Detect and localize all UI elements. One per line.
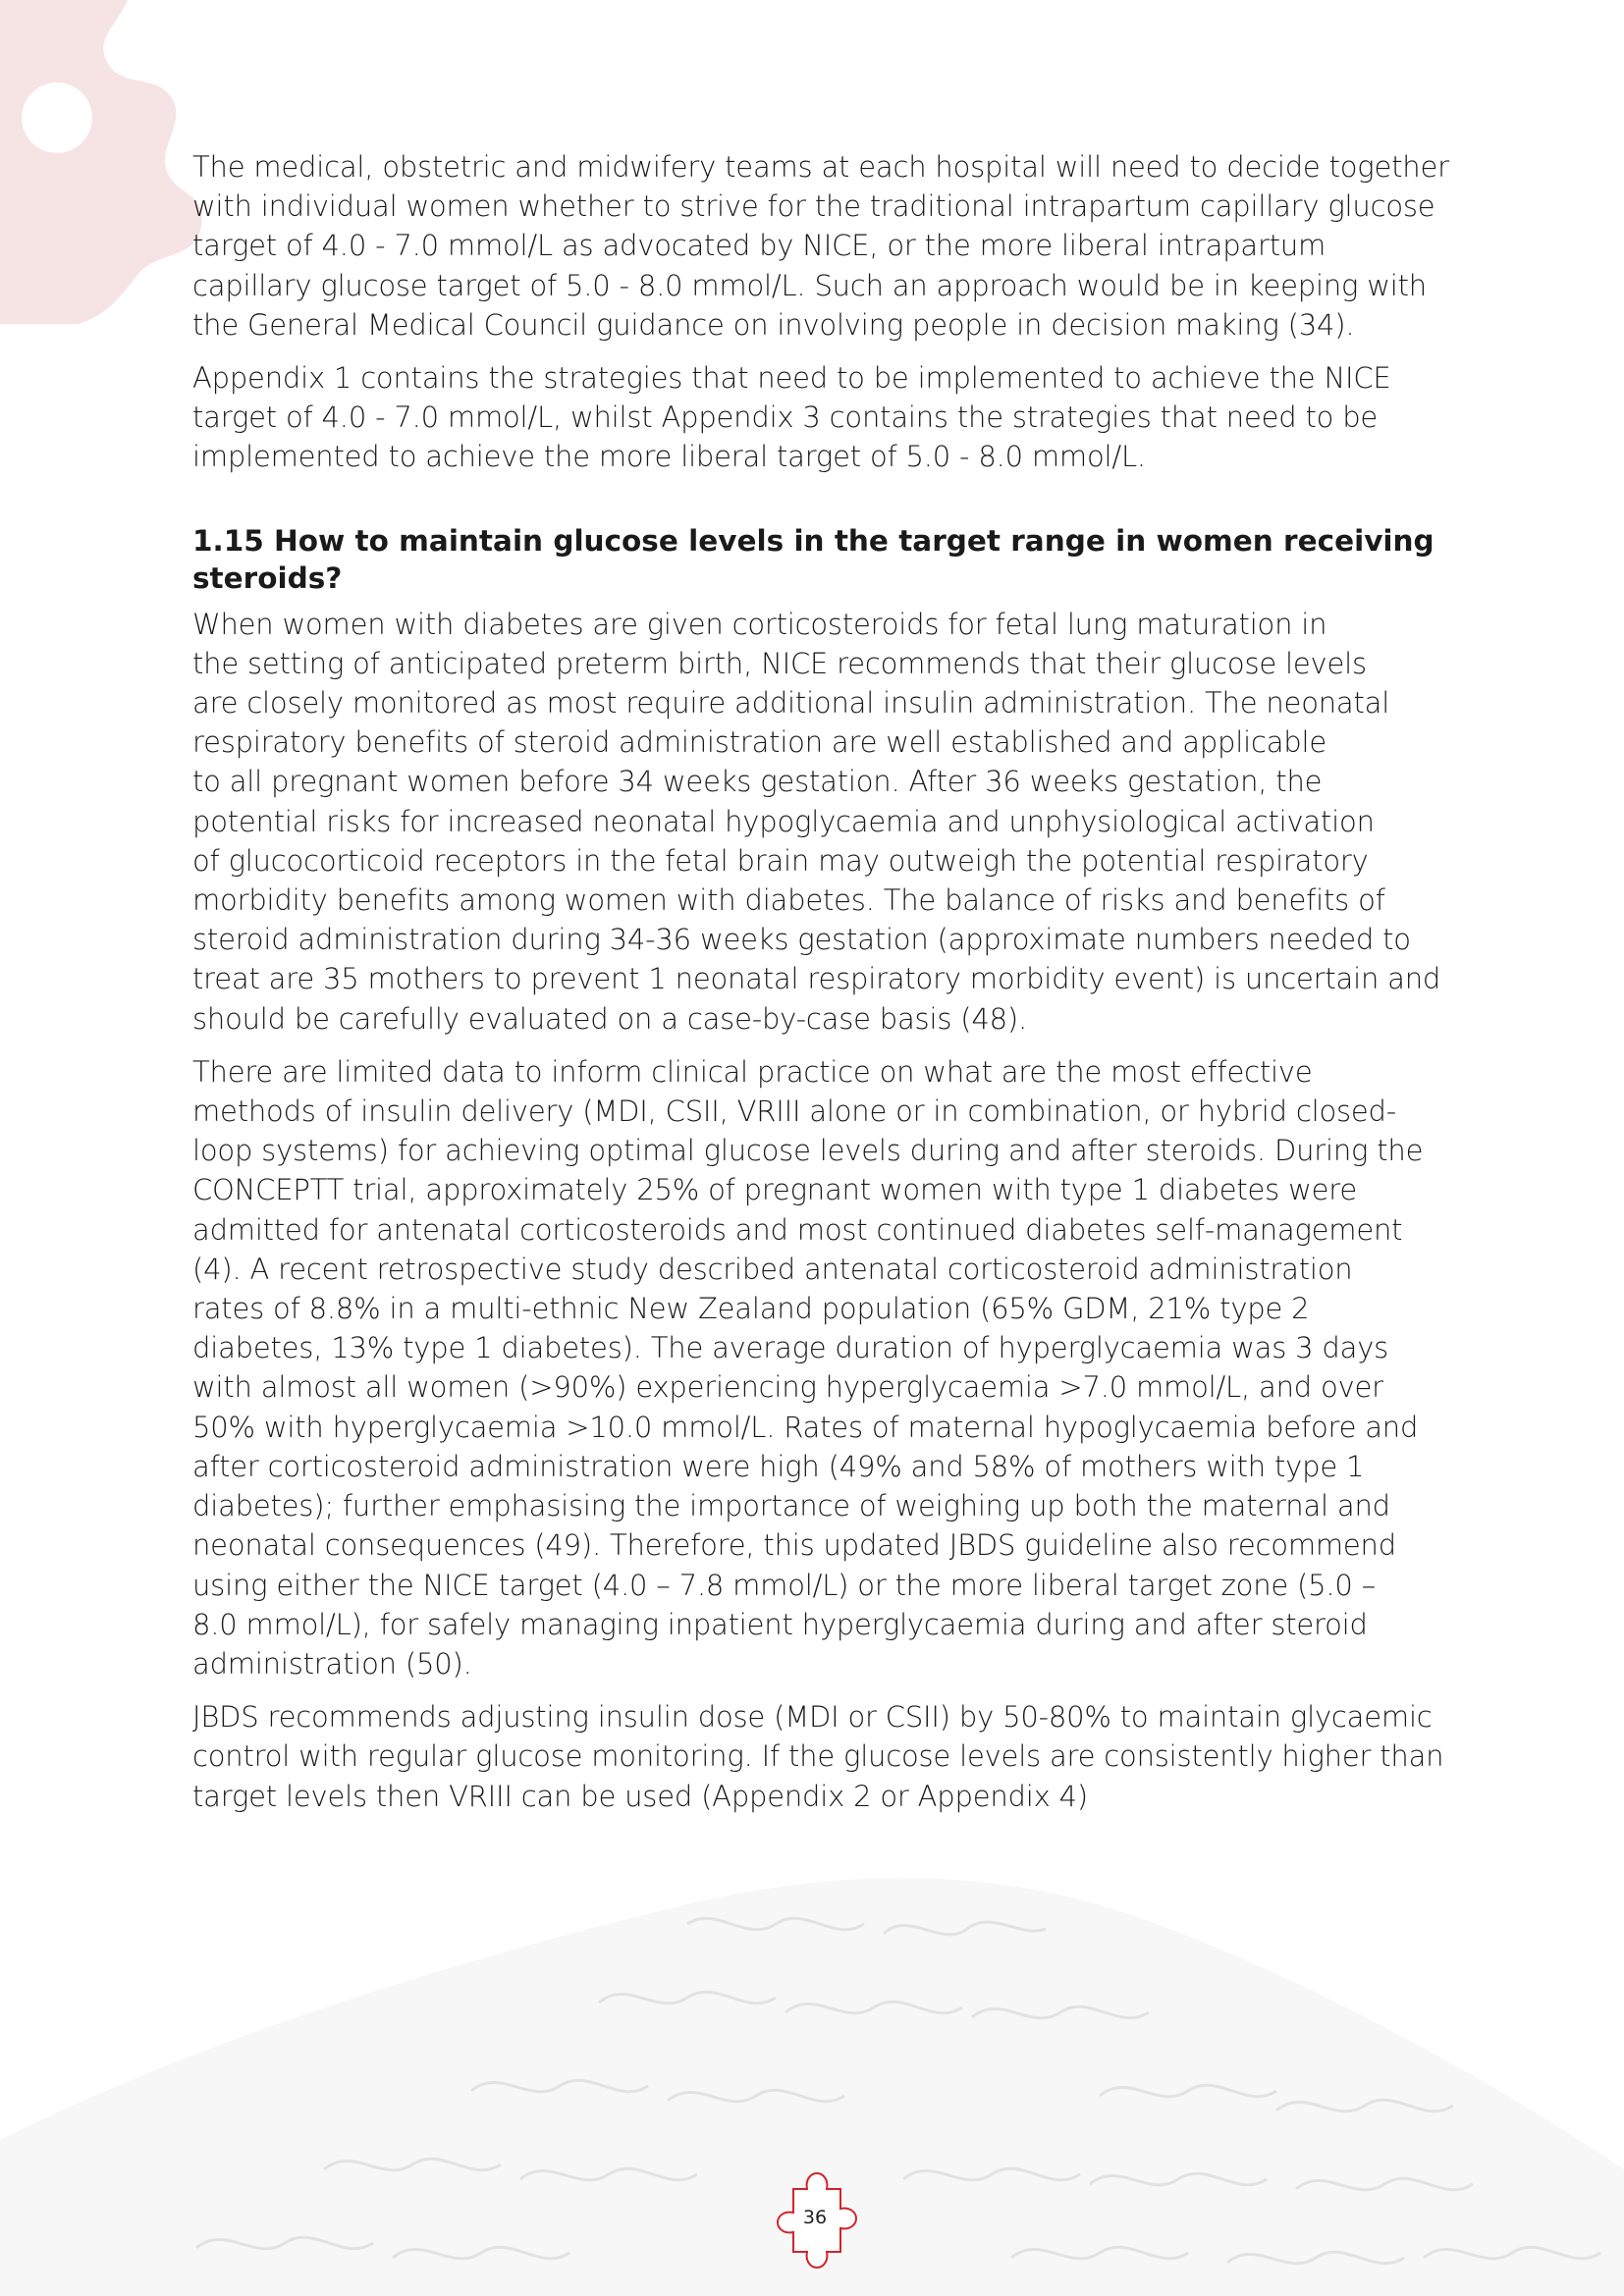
body-paragraph: When women with diabetes are given corticosteroids for fetal lung maturation in the setting of anticipated preterm birth, NICE recommends that their glucose levels are closely monitored as most require additional insulin administration. The neonatal respiratory benefits of steroid administration are well established and applicable to all pregnant women before 34 weeks gestation. After 36 weeks gestation, the potential risks for increased neonatal hypoglycaemia and unphysiological activation of glucocorticoid receptors in the fetal brain may outweigh the potential respiratory morbidity benefits among women with diabetes. The balance of risks and benefits of steroid administration during 34-36 weeks gestation (approximate numbers needed to treat are 35 mothers to prevent 1 neonatal respiratory morbidity event) is uncertain and should be carefully evaluated on a case-by-case basis (48). (192, 607, 1441, 1036)
section-heading: 1.15 How to maintain glucose levels in the target range in women receiving steroids? (192, 523, 1435, 595)
body-paragraph: Appendix 1 contains the strategies that need to be implemented to achieve the NICE target of 4.0 - 7.0 mmol/L, whilst Appendix 3 contains the strategies that need to be implemented to achieve the more liberal target of 5.0 - 8.0 mmol/L. (192, 361, 1391, 474)
page-number-badge (756, 2169, 874, 2287)
page-number: 36 (802, 2207, 828, 2228)
puzzle-piece-icon (756, 2169, 874, 2287)
body-paragraph: JBDS recommends adjusting insulin dose (MDI or CSII) by 50-80% to maintain glycaemic control with regular glucose monitoring. If the glucose levels are consistently higher than target levels then VRIII can be used (Appendix 2 or Appendix 4) (192, 1700, 1444, 1813)
body-paragraph: There are limited data to inform clinical practice on what are the most effective methods of insulin delivery (MDI, CSII, VRIII alone or in combination, or hybrid closed- loop systems) for achieving optimal glucose levels during and after steroids. During the CONCEPTT trial, approximately 25% of pregnant women with type 1 diabetes were admitted for antenatal corticosteroids and most continued diabetes self-management (4). A recent retrospective study described antenatal corticosteroid administration rates of 8.8% in a multi-ethnic New Zealand population (65% GDM, 21% type 2 diabetes, 13% type 1 diabetes). The average duration of hyperglycaemia was 3 days with almost all women (>90%) experiencing hyperglycaemia >7.0 mmol/L, and over 50% with hyperglycaemia >10.0 mmol/L. Rates of maternal hypoglycaemia before and after corticosteroid administration were high (49% and 58% of mothers with type 1 diabetes); further emphasising the importance of weighing up both the maternal and neonatal consequences (49). Therefore, this updated JBDS guideline also recommend using either the NICE target (4.0 – 7.8 mmol/L) or the more liberal target zone (5.0 – 8.0 mmol/L), for safely managing inpatient hyperglycaemia during and after steroid administration (50). (192, 1054, 1424, 1681)
page-content (192, 147, 1449, 1830)
body-paragraph: The medical, obstetric and midwifery teams at each hospital will need to decide together with individual women whether to strive for the traditional intrapartum capillary glucose target of 4.0 - 7.0 mmol/L as advocated by NICE, or the more liberal intrapartum capillary glucose target of 5.0 - 8.0 mmol/L. Such an approach would be in keeping with the General Medical Council guidance on involving people in decision making (34). (192, 150, 1449, 342)
